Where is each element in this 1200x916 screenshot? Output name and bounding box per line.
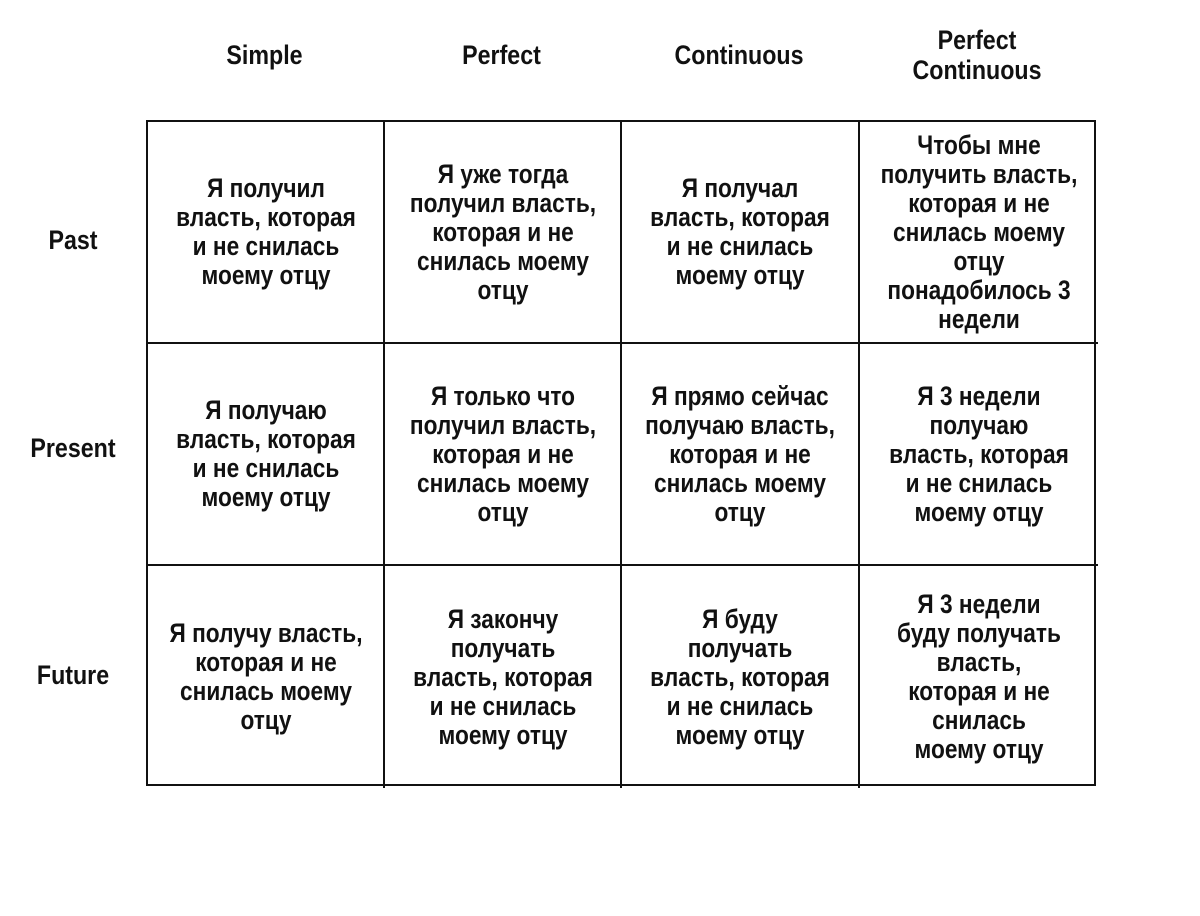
table-cell-past-perfect-continuous [860,122,1098,344]
cell-text: Я получал власть, которая и не снилась моему отцу [650,173,830,290]
table-cell-present-perfect-continuous [860,344,1098,566]
row-header-present: Present [30,432,116,463]
cell-text: Я получаю власть, которая и не снилась моему отцу [175,395,356,512]
cell-text: Я буду получать власть, которая и не снилась моему отцу [650,603,830,750]
column-header-continuous: Continuous [674,40,804,70]
row-header-future: Future [36,659,110,690]
table-cell-future-simple [148,566,385,788]
table-cell-present-simple [148,344,385,566]
cell-text: Я прямо сейчас получаю власть, которая и не снилась моему отцу [645,380,835,527]
tense-table [146,120,1096,786]
table-cell-past-perfect [385,122,622,344]
cell-text: Я получу власть, которая и не снилась моему отцу [168,618,363,735]
column-header-simple: Simple [226,40,303,70]
cell-text: Я уже тогда получил власть, которая и не снилась моему отцу [409,158,596,305]
cell-text: Я получил власть, которая и не снилась моему отцу [175,173,356,290]
table-cell-future-perfect [385,566,622,788]
row-header-past: Past [48,224,98,255]
table-cell-future-continuous [622,566,860,788]
cell-text: Я только что получил власть, которая и не снилась моему отцу [409,380,596,527]
cell-text: Я 3 недели получаю власть, которая и не снилась моему отцу [889,380,1069,527]
table-cell-future-perfect-continuous [860,566,1098,788]
column-header-perfect: Perfect [462,40,541,70]
cell-text: Я 3 недели буду получать власть, которая и не снилась моему отцу [897,589,1061,764]
table-cell-present-continuous [622,344,860,566]
cell-text: Чтобы мне получить власть, которая и не снилась моему отцу понадобилось 3 недели [880,129,1078,334]
table-cell-present-perfect [385,344,622,566]
column-header-perfect-continuous: Perfect Continuous [912,25,1042,85]
table-cell-past-simple [148,122,385,344]
table-cell-past-continuous [622,122,860,344]
cell-text: Я закончу получать власть, которая и не снилась моему отцу [412,603,593,750]
